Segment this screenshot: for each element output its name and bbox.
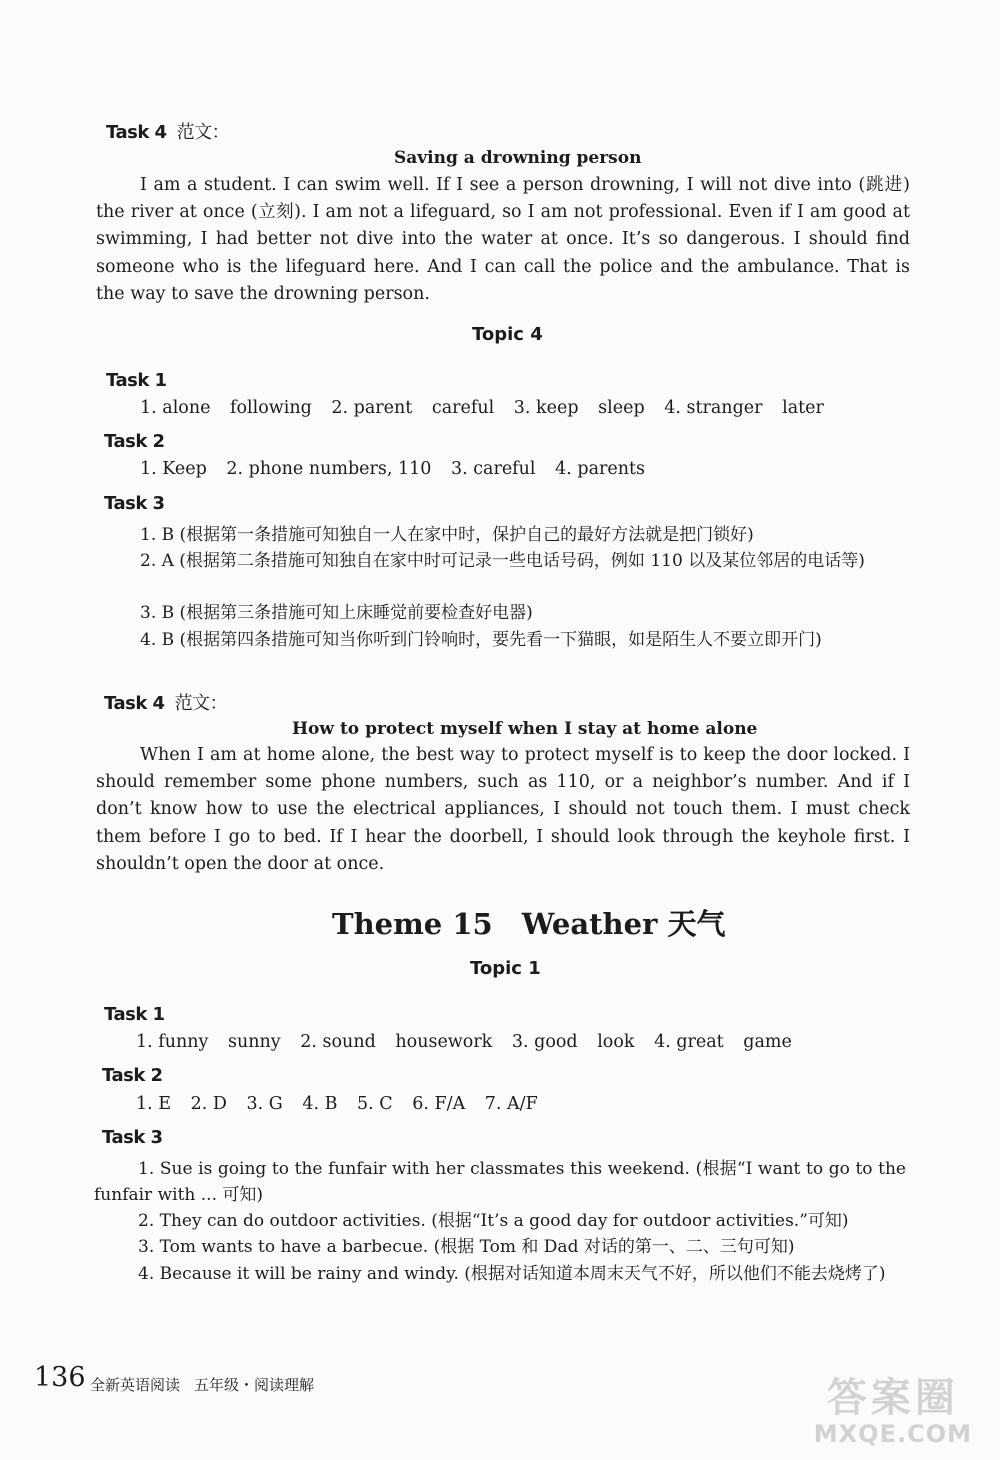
answer: look — [597, 1032, 635, 1052]
page-number: 136 — [34, 1362, 86, 1393]
task-label: Task 4 — [104, 693, 165, 714]
task4-heading — [106, 118, 229, 144]
watermark — [814, 1376, 972, 1448]
book-title: 全新英语阅读 — [90, 1376, 181, 1394]
task3-answer: 2. A (根据第二条措施可知独自在家中时可记录一些电话号码，例如 110 以及某位邻居的电话等) — [140, 551, 865, 571]
essay-title: Saving a drowning person — [394, 148, 642, 168]
task3-answer: 4. Because it will be rainy and windy. (根据对话知道本周末天气不好，所以他们不能去烧烤了) — [138, 1264, 886, 1284]
answer: sunny — [228, 1032, 281, 1052]
answer: 3. careful — [450, 459, 536, 479]
answer: 4. great — [654, 1032, 724, 1052]
answer: 2. D — [190, 1094, 227, 1114]
watermark-url: MXQE.COM — [813, 1420, 972, 1448]
answer: 4. B — [302, 1094, 338, 1114]
task3-heading: Task 3 — [104, 493, 165, 514]
task3-answer: 2. They can do outdoor activities. (根据“It’s a good day for outdoor activities.”可知) — [138, 1211, 849, 1231]
topic1-heading: Topic 1 — [470, 958, 541, 979]
task2-answers — [140, 459, 645, 479]
task3-answer: 4. B (根据第四条措施可知当你听到门铃响时，要先看一下猫眼，如是陌生人不要立即开门) — [140, 630, 822, 650]
task2-answers — [136, 1094, 538, 1114]
task2-heading: Task 2 — [104, 431, 165, 452]
answer: 4. parents — [555, 459, 646, 479]
watermark-logo: 答案圈 — [826, 1375, 959, 1421]
answer: later — [782, 398, 824, 418]
answer: housework — [395, 1032, 493, 1052]
answer: 1. funny — [136, 1032, 209, 1052]
essay-title: How to protect myself when I stay at home alone — [292, 719, 758, 739]
task1-heading: Task 1 — [106, 370, 167, 391]
answer: 4. stranger — [664, 398, 763, 418]
answer: following — [230, 398, 312, 418]
essay-body: I am a student. I can swim well. If I see a person drowning, I will not dive into (跳进) the river at once (立刻). I am not a lifeguard, so I am not professional. Even if I am good at swimming, I had better not dive into the water at once. It’s so dangerous. I should find someone who is the lifeguard here. And I can call the police and the ambulance. That is the way to save the drowning person. — [96, 175, 910, 304]
answer: careful — [431, 398, 495, 418]
answer: 6. F/A — [412, 1094, 466, 1114]
answer: 2. phone numbers, 110 — [226, 459, 432, 479]
answer: sleep — [598, 398, 645, 418]
theme-title: Theme 15 Weather 天气 — [332, 907, 726, 941]
task3-answer: 1. Sue is going to the funfair with her classmates this weekend. (根据“I want to go to the funfair with ... 可知) — [94, 1159, 906, 1205]
answer: 5. C — [357, 1094, 393, 1114]
task3-heading: Task 3 — [102, 1127, 163, 1148]
answer: 2. sound — [300, 1032, 376, 1052]
essay-body: When I am at home alone, the best way to protect myself is to keep the door locked. I should remember some phone numbers, such as 110, or a neighbor’s number. And if I don’t know how to use the electrical appliances, I should not touch them. I must check them before I go to bed. If I hear the doorbell, I should look through the keyhole first. I shouldn’t open the door at once. — [96, 745, 910, 874]
task3-answer: 3. Tom wants to have a barbecue. (根据 Tom 和 Dad 对话的第一、二、三句可知) — [138, 1237, 795, 1257]
answer: 1. Keep — [140, 459, 207, 479]
task-suffix: 范文： — [176, 122, 230, 143]
task4-heading — [104, 689, 227, 715]
answer: 1. alone — [140, 398, 211, 418]
answer: 7. A/F — [484, 1094, 538, 1114]
task1-answers — [136, 1032, 792, 1052]
task1-answers — [140, 398, 824, 418]
task-suffix: 范文： — [174, 693, 228, 714]
task3-answer: 1. B (根据第一条措施可知独自一人在家中时，保护自己的最好方法就是把门锁好) — [140, 525, 754, 545]
answer: 3. G — [246, 1094, 283, 1114]
task3-answer: 3. B (根据第三条措施可知上床睡觉前要检查好电器) — [140, 603, 533, 623]
task1-heading: Task 1 — [104, 1004, 165, 1025]
answer: 3. keep — [513, 398, 579, 418]
answer: 1. E — [136, 1094, 172, 1114]
answer: 2. parent — [331, 398, 413, 418]
task-label: Task 4 — [106, 122, 167, 143]
grade-label: 五年级・阅读理解 — [194, 1376, 315, 1394]
book-title-footer — [90, 1374, 314, 1395]
answer: game — [743, 1032, 792, 1052]
answer: 3. good — [511, 1032, 578, 1052]
topic4-heading: Topic 4 — [472, 324, 543, 345]
task2-heading: Task 2 — [102, 1065, 163, 1086]
